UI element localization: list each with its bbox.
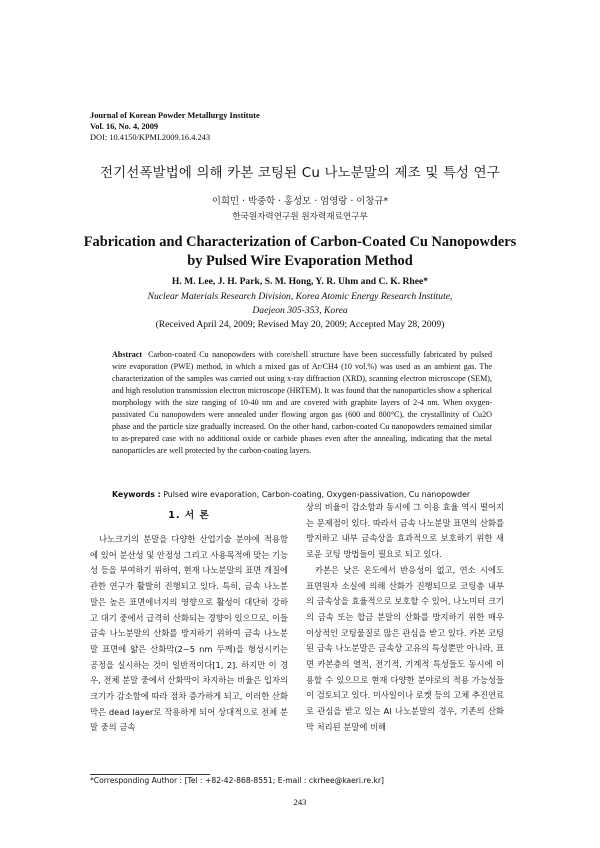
keywords-label: Keywords : <box>112 490 161 499</box>
right-column <box>306 500 504 736</box>
right-paragraph-1: 상의 비율이 감소함과 동시에 그 이용 효율 역시 떨어지는 문제점이 있다. 따라서 금속 나노분말 표면의 산화를 방지하고 내부 금속상을 효과적으로 보호하기 위한 새로운 코팅 방법들이 필요로 되고 있다. <box>306 502 504 560</box>
english-title-line1: Fabrication and Characterization of Carbon-Coated Cu Nanopowders <box>83 234 517 250</box>
journal-doi: DOI: 10.4150/KPMI.2009.16.4.243 <box>90 133 211 142</box>
journal-volume: Vol. 16, No. 4, 2009 <box>90 122 159 131</box>
footnote-divider <box>90 774 210 775</box>
left-column <box>90 532 288 736</box>
english-affiliation-line1: Nuclear Materials Research Division, Korea Atomic Energy Research Institute, <box>147 291 453 302</box>
journal-name: Journal of Korean Powder Metallurgy Institute <box>90 111 260 120</box>
abstract-label: Abstract <box>112 350 143 359</box>
keywords <box>112 490 492 499</box>
keywords-text: Pulsed wire evaporation, Carbon-coating, Oxygen-passivation, Cu nanopowder <box>163 490 471 499</box>
corresponding-author-footnote: *Corresponding Author : [Tel : +82-42-868-8551; E-mail : ckrhee@kaeri.re.kr] <box>90 776 384 785</box>
right-paragraph-2: 카본은 낮은 온도에서 반응성이 없고, 연소 시에도 표면원자 소실에 의해 산화가 진행되므로 코팅층 내부의 금속상을 효율적으로 보호할 수 있어, 나노미터 크기의 금속 또는 합금 분말의 산화를 방지하기 위한 매우 이상적인 코팅물질로 많은 관심을 받고 있다. 카본 코팅된 금속 나노분말은 금속상 고유의 특성뿐만 아니라, 표면 카본층의 열적, 전기적, 기계적 특성들도 동시에 이용할 수 있으므로 현재 다양한 분야로의 적용 가능성들이 검토되고 있다. 미사일이나 로켓 등의 고체 추진연료로 관심을 받고 있는 Al 나노분말의 경우, 기존의 산화막 처리된 분말에 비해 <box>306 564 504 732</box>
english-title <box>40 233 560 271</box>
section-heading: 1. 서 론 <box>168 510 210 521</box>
english-authors: H. M. Lee, J. H. Park, S. M. Hong, Y. R. Uhm and C. K. Rhee* <box>171 276 429 287</box>
english-affiliation-line2: Daejeon 305-353, Korea <box>252 305 348 316</box>
abstract-text: Carbon-coated Cu nanopowders with core/shell structure have been successfully fabricated by pulsed wire evaporation (PWE) method, in which a mixed gas of Ar/CH4 (10 vol.%) was used as an ambient gas. The characterization of the samples was carried out using x-ray diffraction (XRD), scanning electron microscope (SEM), and high resolution transmission electron microscope (HRTEM). It was found that the nanoparticles show a spherical morphology with the size ranging of 10-40 nm and are covered with graphite layers of 2-4 nm. When oxygen-passivated Cu nanopowders were annealed under flowing argon gas (600 and 800°C), the crystallinity of Cu2O phase and the particle size gradually increased. On the other hand, carbon-coated Cu nanopowders remained similar to as-prepared case with no additional oxide or carbide phases even after the annealing, indicating that the metal nanoparticles are well protected by the carbon-coating layers. <box>112 350 492 455</box>
korean-title: 전기선폭발법에 의해 카본 코팅된 Cu 나노분말의 제조 및 특성 연구 <box>100 166 500 181</box>
korean-authors: 이희민 · 박중학 · 홍성모 · 엄영랑 · 이창규* <box>211 196 389 207</box>
page-number: 243 <box>293 797 307 807</box>
received-dates: (Received April 24, 2009; Revised May 20, 2009; Accepted May 28, 2009) <box>155 319 445 330</box>
english-title-line2: by Pulsed Wire Evaporation Method <box>187 253 413 269</box>
journal-header <box>90 110 260 143</box>
abstract <box>112 349 492 457</box>
korean-affiliation: 한국원자력연구원 원자력재료연구부 <box>232 212 368 222</box>
left-paragraph: 나노크기의 분말을 다양한 산업기술 분야에 적용함에 있어 분산성 및 안정성 그리고 사용목적에 맞는 기능성 등을 부여하기 위하여, 현재 나노분말의 표면 개질에 관한 연구가 활발히 진행되고 있다. 특히, 금속 나노분말은 높은 표면에너지의 영향으로 활성이 대단히 강하고 대기 중에서 급격히 산화되는 경향이 있으므로, 이들 금속 나노분말의 산화를 방지하기 위하여 금속 나노분말 표면에 얇은 산화막(2~5 nm 두께)을 형성시키는 공정을 실시하는 것이 일반적이다[1, 2]. 하지만 이 경우, 전체 분말 중에서 산화막이 차지하는 비율은 입자의 크기가 감소함에 따라 점차 증가하게 되고, 이러한 산화막은 dead layer로 작용하게 되어 상대적으로 전체 분말 중의 금속 <box>90 534 288 733</box>
english-affiliation <box>0 290 600 318</box>
